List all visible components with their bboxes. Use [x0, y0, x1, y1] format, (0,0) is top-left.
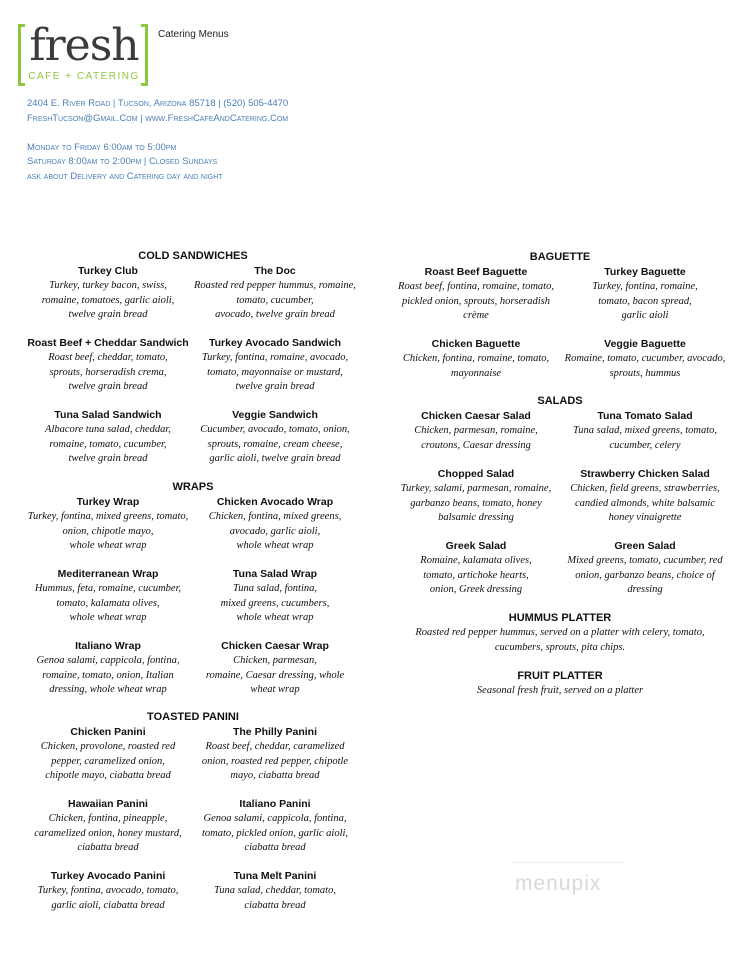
menu-item — [391, 409, 561, 453]
menu-item-desc-line: avocado, twelve grain bread — [215, 309, 335, 320]
menu-item-desc-line: crème — [463, 310, 489, 321]
menu-item-desc-line: Chicken, fontina, romaine, tomato, — [402, 353, 550, 364]
menu-item-name: Italiano Wrap — [75, 640, 141, 652]
menu-item-name: Tuna Salad Wrap — [232, 568, 318, 580]
menu-item-desc-line: Chicken, provolone, roasted red — [40, 741, 176, 752]
menu-item — [23, 495, 193, 554]
menu-item-name: Italiano Panini — [239, 798, 311, 810]
menu-item-desc-line: tomato, mayonnaise or mustard, — [207, 366, 343, 378]
menu-item-name: Tuna Salad Sandwich — [54, 409, 162, 421]
menu-item-desc-line: Turkey, fontina, mixed greens, tomato, — [27, 511, 189, 522]
menu-item-desc-line: Tuna salad, mixed greens, tomato, — [573, 425, 717, 436]
menu-item — [190, 639, 360, 698]
menu-item-desc-line: Chicken, fontina, mixed greens, — [208, 511, 342, 522]
hours-note: ask about Delivery and Catering day and night — [27, 171, 223, 182]
menu-item — [23, 264, 193, 323]
menu-item-desc-line: garlic aioli — [621, 310, 669, 321]
menu-item-name: Turkey Club — [78, 265, 138, 277]
menu-item-desc-line: honey vinaigrette — [608, 512, 682, 523]
menu-item-desc-line: Chicken, field greens, strawberries, — [570, 483, 720, 494]
menu-item — [560, 337, 730, 381]
menu-item — [190, 495, 360, 554]
menu-item-desc-line: Turkey, fontina, avocado, tomato, — [37, 885, 179, 896]
menu-item-desc-line: dressing — [627, 584, 663, 595]
menu-item-desc-line: Turkey, salami, parmesan, romaine, — [400, 483, 552, 494]
menu-item-desc-line: whole wheat wrap — [236, 612, 314, 623]
menu-item-name: Turkey Wrap — [76, 496, 140, 508]
menu-item-desc-line: whole wheat wrap — [69, 612, 147, 623]
menu-item — [23, 567, 193, 626]
menu-item-name: Turkey Avocado Sandwich — [208, 337, 342, 349]
contact-line[interactable]: FreshTucson@Gmail.Com | www.FreshCafeAndCatering.Com — [27, 113, 289, 124]
menu-item — [391, 337, 561, 381]
menu-item-desc-line: Tuna salad, cheddar, tomato, — [214, 885, 336, 896]
menu-item-desc-line: Roast beef, fontina, romaine, tomato, — [398, 281, 554, 292]
menu-item-desc-line: garlic aioli, twelve grain bread — [209, 453, 341, 464]
menu-item-desc-line: tomato, kalamata olives, — [56, 597, 160, 609]
desc-line: cucumbers, sprouts, pita chips. — [494, 641, 626, 653]
menu-item — [23, 336, 193, 395]
menu-item-desc-line: mayo, ciabatta bread — [230, 770, 320, 781]
menu-item — [190, 567, 360, 626]
menu-item — [560, 467, 730, 526]
menu-item-desc-line: avocado, garlic aioli, — [229, 525, 321, 537]
menu-item-name: Turkey Avocado Panini — [50, 870, 166, 882]
menu-item-desc-line: Roast beef, cheddar, caramelized — [205, 741, 345, 752]
menu-item — [560, 409, 730, 453]
menu-item — [23, 869, 193, 913]
menu-item-name: Veggie Sandwich — [232, 409, 318, 421]
menu-item-desc-line: whole wheat wrap — [69, 540, 147, 551]
menu-item — [391, 265, 561, 324]
menu-item-desc-line: onion, roasted red pepper, chipotle — [201, 755, 349, 767]
hours-weekday: Monday to Friday 6:00am to 5:00pm — [27, 142, 177, 153]
menu-item-desc-line: tomato, cucumber, — [236, 294, 314, 306]
menu-item-desc-line: Cucumber, avocado, tomato, onion, — [200, 424, 350, 435]
menu-item-desc-line: ciabatta bread — [244, 899, 306, 911]
menu-item-name: The Philly Panini — [232, 726, 317, 738]
menu-item — [190, 725, 360, 784]
menu-item-desc-line: twelve grain bread — [68, 381, 148, 392]
logo-wordmark: fresh — [29, 20, 139, 71]
menu-item-name: Greek Salad — [445, 540, 507, 552]
menu-item-desc-line: Turkey, fontina, romaine, — [592, 281, 698, 292]
menu-item-name: Chicken Baguette — [431, 338, 521, 350]
logo — [18, 20, 148, 86]
page-title: Catering Menus — [158, 29, 229, 40]
menu-item — [560, 539, 730, 598]
menu-item — [23, 639, 193, 698]
menu-item-desc-line: croutons, Caesar dressing — [421, 439, 531, 451]
menu-item-desc-line: tomato, bacon spread, — [598, 295, 692, 307]
menu-item-desc-line: onion, chipotle mayo, — [62, 525, 154, 537]
section-hummus-platter: HUMMUS PLATTER — [508, 612, 612, 624]
menu-item-name: Chicken Avocado Wrap — [216, 496, 334, 508]
menu-item-desc-line: garbanzo beans, tomato, honey — [410, 497, 542, 509]
menu-item-desc-line: pepper, caramelized onion, — [51, 755, 165, 767]
menu-item-name: Mediterranean Wrap — [57, 568, 159, 580]
menu-item-desc-line: Chicken, parmesan, — [233, 655, 317, 666]
menu-item-desc-line: Romaine, kalamata olives, — [420, 555, 532, 566]
desc-line: Seasonal fresh fruit, served on a platter — [476, 685, 644, 696]
section-fruit-platter: FRUIT PLATTER — [517, 670, 603, 682]
hours-saturday: Saturday 8:00am to 2:00pm | Closed Sundays — [27, 156, 218, 167]
logo-left-bracket — [18, 24, 25, 86]
menu-item-desc-line: wheat wrap — [250, 684, 300, 695]
menu-item-desc-line: garlic aioli, ciabatta bread — [51, 899, 165, 911]
menu-item — [560, 265, 730, 324]
menu-item-desc-line: onion, Greek dressing — [429, 584, 523, 595]
menu-item — [190, 797, 360, 856]
menu-item-desc-line: romaine, tomato, cucumber, — [49, 438, 167, 450]
menu-item-desc-line: candied almonds, white balsamic — [575, 497, 715, 509]
section-wraps: WRAPS — [172, 481, 214, 493]
menu-item-name: Veggie Baguette — [604, 338, 686, 350]
logo-subtitle: CAFE + CATERING — [28, 71, 140, 82]
menu-item-desc-line: whole wheat wrap — [236, 540, 314, 551]
menu-item-desc-line: ciabatta bread — [77, 842, 139, 853]
menu-item — [391, 467, 561, 526]
menu-item-desc-line: Albacore tuna salad, cheddar, — [45, 424, 171, 435]
menu-item-desc-line: tomato, artichoke hearts, — [423, 569, 529, 581]
menu-item-desc-line: Mixed greens, tomato, cucumber, red — [567, 555, 723, 566]
menu-item-desc-line: ciabatta bread — [244, 842, 306, 853]
menu-item-desc-line: mixed greens, cucumbers, — [220, 597, 330, 609]
menu-item-desc-line: tomato, pickled onion, garlic aioli, — [201, 827, 349, 839]
section-baguette: BAGUETTE — [529, 251, 591, 263]
menu-item-desc-line: twelve grain bread — [235, 381, 315, 392]
menu-item-desc-line: pickled onion, sprouts, horseradish — [401, 295, 551, 307]
menu-item-desc-line: mayonnaise — [450, 367, 502, 379]
menu-item-name: Roast Beef Baguette — [424, 266, 528, 278]
watermark: menupix — [515, 872, 602, 895]
fruit-platter-desc — [390, 684, 730, 699]
menu-item-desc-line: Genoa salami, cappicola, fontina, — [203, 813, 347, 824]
section-cold-sandwiches: COLD SANDWICHES — [138, 250, 248, 262]
menu-item-desc-line: Turkey, fontina, romaine, avocado, — [201, 352, 349, 363]
menu-item-name: The Doc — [254, 265, 296, 277]
logo-right-bracket — [141, 24, 148, 86]
menu-item-name: Green Salad — [614, 540, 676, 552]
menu-item-name: Tuna Tomato Salad — [597, 410, 693, 422]
menu-item — [190, 264, 360, 323]
address-line: 2404 E. River Road | Tucson, Arizona 85718 | (520) 505-4470 — [27, 98, 289, 109]
menu-item-name: Tuna Melt Panini — [233, 870, 317, 882]
menu-item-desc-line: romaine, tomatoes, garlic aioli, — [41, 294, 175, 306]
menu-item-desc-line: Hummus, feta, romaine, cucumber, — [34, 583, 182, 594]
section-salads: SALADS — [537, 395, 583, 407]
menu-item — [190, 408, 360, 467]
menu-item — [23, 725, 193, 784]
menu-item-name: Chicken Panini — [70, 726, 146, 738]
menu-item-name: Turkey Baguette — [604, 266, 686, 278]
desc-line: Roasted red pepper hummus, served on a platter with celery, tomato, — [415, 627, 705, 638]
menu-item-name: Chopped Salad — [437, 468, 515, 480]
menu-item-desc-line: Genoa salami, cappicola, fontina, — [36, 655, 180, 666]
menu-item-desc-line: Turkey, turkey bacon, swiss, — [49, 280, 167, 291]
watermark-divider — [512, 862, 624, 863]
menu-item-desc-line: twelve grain bread — [68, 453, 148, 464]
menu-item-desc-line: sprouts, horseradish crema, — [49, 366, 167, 378]
menu-item-desc-line: twelve grain bread — [68, 309, 148, 320]
menu-item-desc-line: Roast beef, cheddar, tomato, — [48, 352, 168, 363]
section-toasted-panini: TOASTED PANINI — [147, 711, 239, 723]
menu-item-name: Chicken Caesar Wrap — [221, 640, 329, 652]
menu-item-desc-line: onion, garbanzo beans, choice of — [575, 569, 715, 581]
menu-item — [23, 408, 193, 467]
menu-item — [190, 336, 360, 395]
menu-item-desc-line: chipotle mayo, ciabatta bread — [45, 770, 171, 781]
menu-item-desc-line: Chicken, parmesan, romaine, — [414, 425, 538, 436]
menu-item-desc-line: cucumber, celery — [609, 439, 681, 451]
menu-item-name: Roast Beef + Cheddar Sandwich — [27, 337, 189, 349]
menu-item-desc-line: Tuna salad, fontina, — [232, 583, 317, 594]
menu-item-desc-line: balsamic dressing — [438, 512, 514, 523]
menu-item-desc-line: romaine, tomato, onion, Italian — [42, 669, 174, 681]
menu-item-desc-line: Roasted red pepper hummus, romaine, — [194, 280, 356, 291]
menu-item-desc-line: Romaine, tomato, cucumber, avocado, — [564, 353, 726, 364]
menu-item — [23, 797, 193, 856]
menu-item-desc-line: caramelized onion, honey mustard, — [34, 827, 182, 839]
menu-item-desc-line: Chicken, fontina, pineapple, — [48, 813, 168, 824]
menu-item — [190, 869, 360, 913]
menu-item-name: Hawaiian Panini — [68, 798, 148, 810]
hummus-platter-desc — [390, 626, 730, 655]
menu-item-desc-line: sprouts, hummus — [609, 367, 681, 379]
menu-item — [391, 539, 561, 598]
menu-item-desc-line: romaine, Caesar dressing, whole — [205, 669, 345, 681]
menu-item-name: Strawberry Chicken Salad — [580, 468, 710, 480]
menu-item-desc-line: dressing, whole wheat wrap — [49, 684, 167, 695]
menu-item-name: Chicken Caesar Salad — [421, 410, 531, 422]
menu-item-desc-line: sprouts, romaine, cream cheese, — [207, 438, 343, 450]
